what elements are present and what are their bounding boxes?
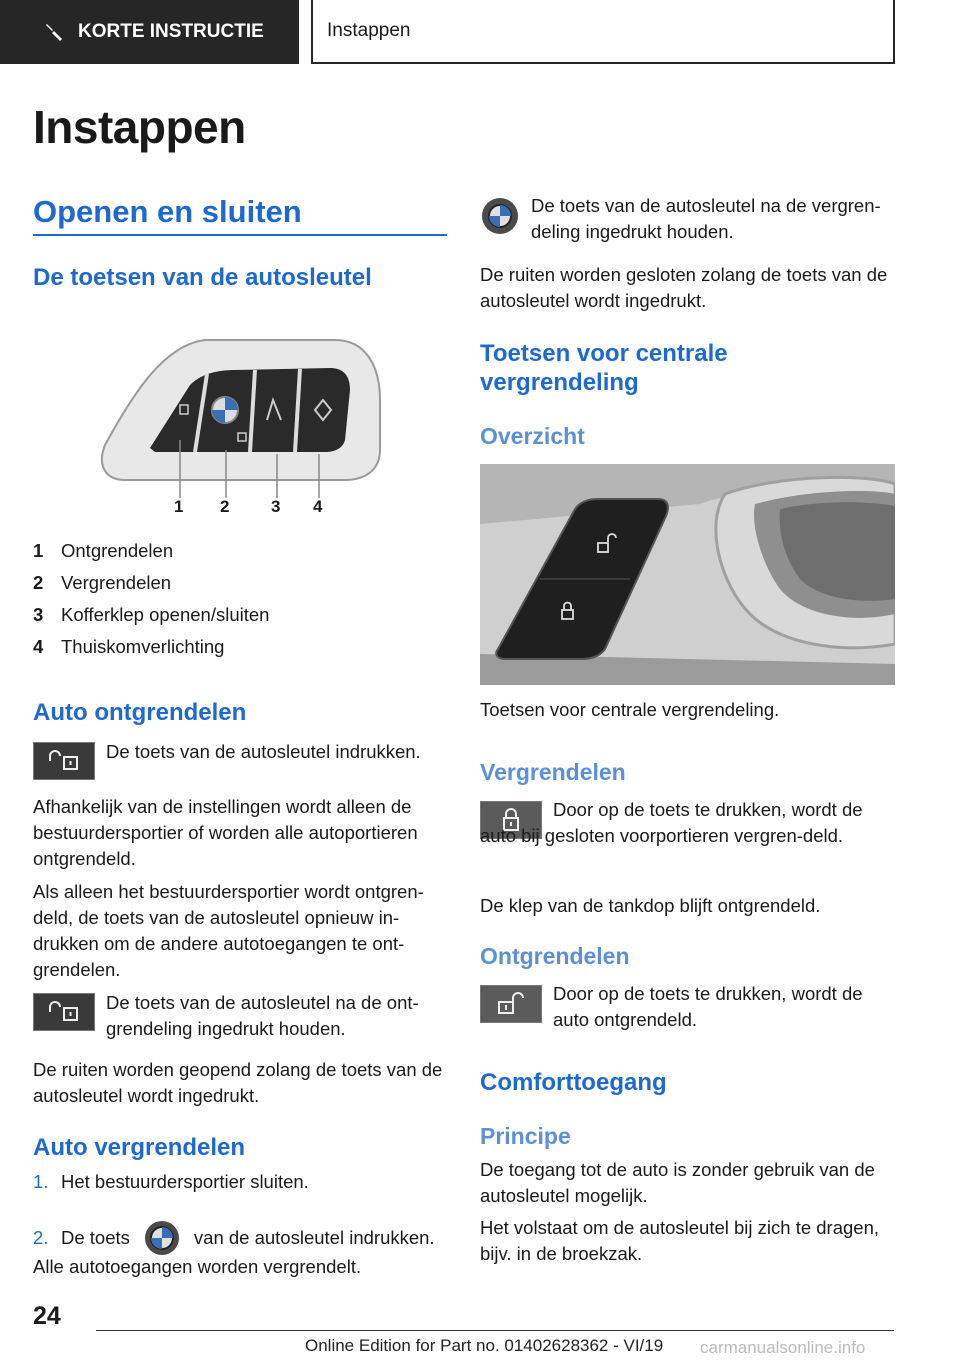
unlock-hold-text: De toets van de autosleutel na de ont-grendeling ingedrukt houden.	[106, 992, 419, 1039]
subheading-central-locking: Toetsen voor centrale vergrendeling	[480, 340, 728, 396]
page-number: 24	[33, 1302, 61, 1330]
tank-text: De klep van de tankdop blijft ontgrendeld.	[480, 895, 821, 916]
unlock-paragraph-3: De ruiten worden geopend zolang de toets van de autosleutel wordt ingedrukt.	[33, 1059, 443, 1106]
wrench-icon	[44, 22, 64, 42]
central-locking-photo	[480, 464, 895, 685]
unlock-button-text: Door op de toets te drukken, wordt de auto ontgrendeld.	[553, 983, 863, 1030]
subheading-comfort-access: Comforttoegang	[480, 1069, 667, 1096]
bmw-key-icon	[480, 196, 520, 236]
heading-rule	[33, 234, 447, 236]
list-item: 1. Het bestuurdersportier sluiten.	[33, 1171, 309, 1192]
subheading-overview: Overzicht	[480, 423, 585, 449]
list-item: 4 Thuiskomverlichting	[33, 636, 225, 657]
edition-text: Online Edition for Part no. 01402628362 - VI/19	[305, 1336, 664, 1355]
unlock-icon	[46, 749, 82, 773]
unlock-paragraph-1: Afhankelijk van de instellingen wordt alleen de bestuurdersportier of worden alle autoportieren ontgrendeld.	[33, 796, 418, 869]
lock-steps	[33, 1166, 447, 1258]
page-title: Instappen	[33, 101, 246, 153]
subheading-principle: Principe	[480, 1123, 571, 1149]
unlock-icon-text: De toets van de autosleutel indrukken.	[106, 741, 421, 762]
callout-2: 2	[220, 497, 230, 516]
section-heading-open-close: Openen en sluiten	[33, 194, 302, 229]
callout-4: 4	[313, 497, 323, 516]
section-tab-label: KORTE INSTRUCTIE	[78, 21, 264, 42]
bmw-key-icon	[136, 1218, 188, 1258]
subheading-lock: Auto vergrendelen	[33, 1134, 246, 1161]
unlock-hold-button-symbol	[33, 993, 95, 1031]
lock-button-text: Door op de toets te drukken, wordt de auto bij gesloten voorportieren vergren-deld.	[480, 799, 863, 846]
photo-caption: Toetsen voor centrale vergrendeling.	[480, 699, 780, 720]
unlock-icon	[46, 1000, 82, 1024]
chapter-tab[interactable]	[311, 0, 895, 64]
subheading-lock-button: Vergrendelen	[480, 759, 626, 785]
unlock-paragraph-2: Als alleen het bestuurdersportier wordt ontgren-deld, de toets van de autosleutel opnieuw in-drukken om de andere autotoegangen te ont-grendelen.	[33, 881, 424, 980]
section-tab[interactable]	[0, 0, 299, 64]
lock-paragraph: De ruiten worden gesloten zolang de toets van de autosleutel wordt ingedrukt.	[480, 264, 888, 311]
list-item: 3 Kofferklep openen/sluiten	[33, 604, 270, 625]
list-item: 1 Ontgrendelen	[33, 540, 174, 561]
subheading-unlock: Auto ontgrendelen	[33, 699, 247, 726]
subheading-unlock-button: Ontgrendelen	[480, 943, 630, 969]
key-legend-list	[33, 535, 447, 663]
principle-paragraph-2: Het volstaat om de autosleutel bij zich te dragen, bijv. in de broekzak.	[480, 1217, 880, 1264]
unlock-icon	[493, 992, 529, 1016]
callout-1: 1	[174, 497, 184, 516]
subheading-keys: De toetsen van de autosleutel	[33, 264, 372, 291]
lock-result: Alle autotoegangen worden vergrendelt.	[33, 1256, 362, 1277]
unlock-button-symbol	[33, 742, 95, 780]
lock-hold-text: De toets van de autosleutel na de vergren-deling ingedrukt houden.	[531, 195, 881, 242]
footer-rule	[96, 1330, 894, 1331]
unlock-button-symbol	[480, 985, 542, 1023]
list-item: 2 Vergrendelen	[33, 572, 172, 593]
principle-paragraph-1: De toegang tot de auto is zonder gebruik van de autosleutel mogelijk.	[480, 1159, 875, 1206]
callout-3: 3	[271, 497, 281, 516]
watermark: carmanualsonline.info	[700, 1338, 866, 1357]
list-item: 2. De toets van de autosleutel indrukken.	[33, 1218, 447, 1258]
chapter-tab-label: Instappen	[327, 20, 411, 41]
key-fob-illustration	[95, 330, 395, 525]
